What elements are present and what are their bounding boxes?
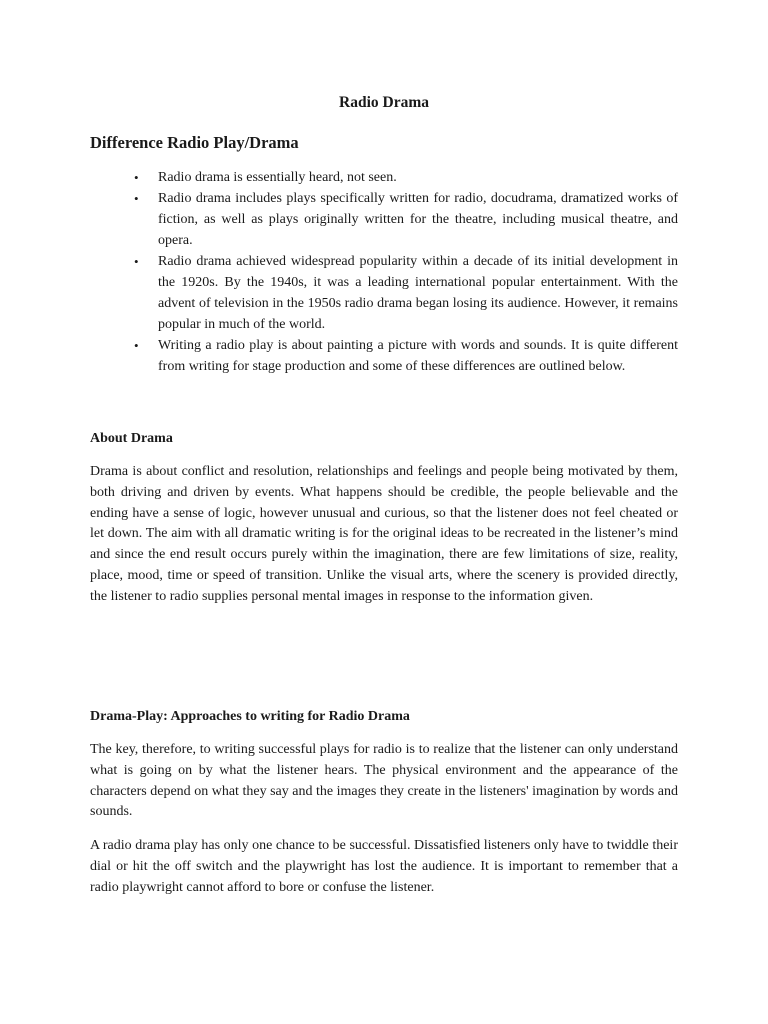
- bullet-item: [90, 251, 678, 335]
- paragraph-one-chance: A radio drama play has only one chance to be successful. Dissatisfied listeners only have to twiddle their dial or hit the off switch and the playwright has lost the audience. It is important to remember that a radio playwright cannot afford to bore or confuse the listener.: [90, 838, 678, 895]
- heading-approaches: Drama-Play: Approaches to writing for Radio Drama: [90, 709, 410, 724]
- heading-about-drama: About Drama: [90, 431, 173, 446]
- bullet-list-difference: [90, 167, 678, 377]
- bullet-item: [90, 188, 678, 251]
- heading-difference: Difference Radio Play/Drama: [90, 133, 299, 152]
- bullet-item: [90, 167, 678, 188]
- paragraph-key: The key, therefore, to writing successful plays for radio is to realize that the listener can only understand what is going on by what the listener hears. The physical environment and the appearance of the characters depend on what they say and the images they create in the listeners' imagination by words and sounds.: [90, 742, 678, 820]
- paragraph-about-drama: Drama is about conflict and resolution, relationships and feelings and people being motivated by them, both driving and driven by events. What happens should be credible, the people believable and the ending have a sense of logic, however unusual and curious, so that the listener does not feel cheated or let down. The aim with all dramatic writing is for the original ideas to be recreated in the listener’s mind and since the end result occurs purely within the imagination, there are few limitations of size, reality, place, mood, time or speed of transition. Unlike the visual arts, where the scenery is provided directly, the listener to radio supplies personal mental images in response to the information given.: [90, 464, 678, 604]
- bullet-item: [90, 335, 678, 377]
- bullet-text: Radio drama includes plays specifically written for radio, docudrama, dramatized works of fiction, as well as plays originally written for the theatre, including musical theatre, and opera.: [158, 191, 678, 248]
- document-title: Radio Drama: [339, 94, 429, 111]
- bullet-text: Writing a radio play is about painting a picture with words and sounds. It is quite different from writing for stage production and some of these differences are outlined below.: [158, 338, 678, 374]
- bullet-glyph: •: [134, 170, 139, 185]
- bullet-glyph: •: [134, 191, 139, 206]
- bullet-glyph: •: [134, 254, 139, 269]
- bullet-text: Radio drama achieved widespread popularity within a decade of its initial development in the 1920s. By the 1940s, it was a leading international popular entertainment. With the advent of television in the 1950s radio drama began losing its audience. However, it remains popular in much of the world.: [158, 254, 678, 332]
- bullet-text: Radio drama is essentially heard, not seen.: [158, 170, 397, 185]
- bullet-glyph: •: [134, 338, 139, 353]
